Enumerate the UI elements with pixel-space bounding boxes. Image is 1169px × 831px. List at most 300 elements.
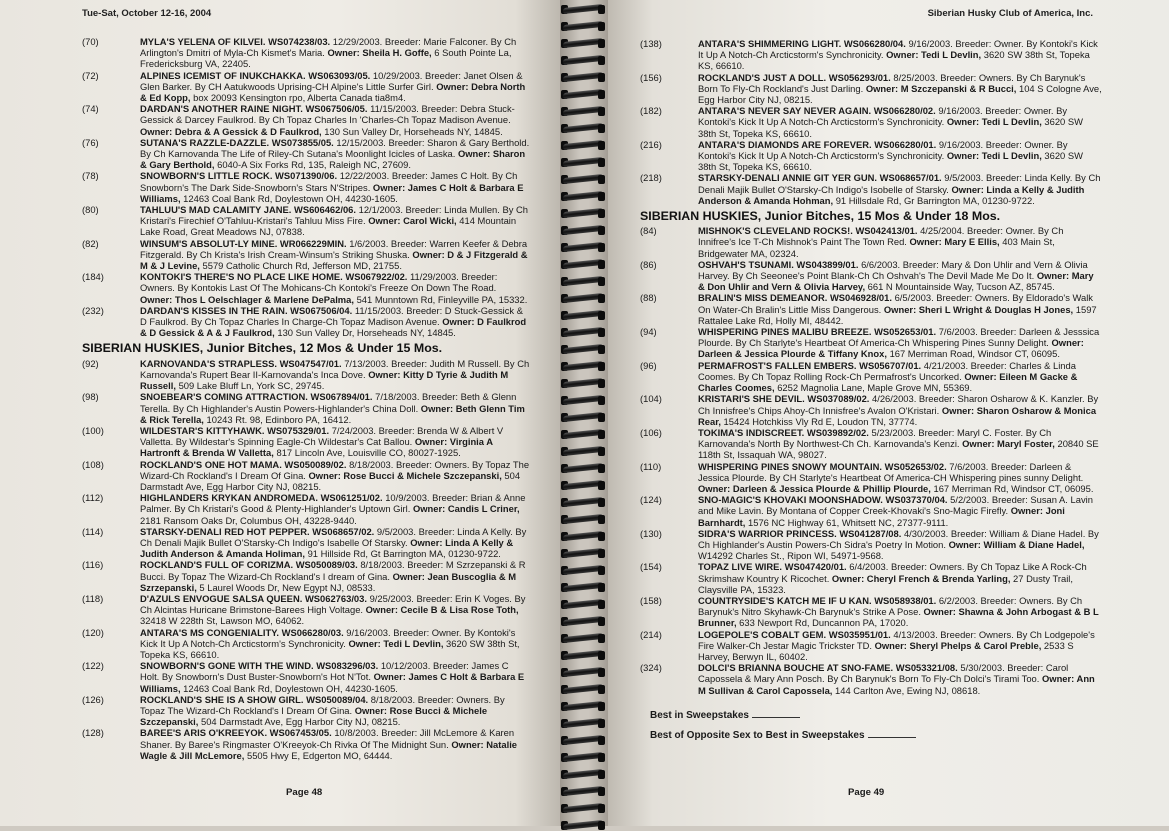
entry-number: (112) xyxy=(82,492,104,504)
spiral-coil xyxy=(563,480,607,491)
entry-number: (74) xyxy=(82,103,99,115)
spiral-coil xyxy=(563,650,607,661)
catalog-entry xyxy=(640,326,1102,360)
dog-name: SNOWBORN'S LITTLE ROCK. xyxy=(140,170,273,182)
entry-details: 9/5/2003. Breeder: Linda A Kelly. By Ch Denali Majik Bullet O'Starsky-Ch Indigo's Isabelle Of Starsky. xyxy=(140,525,527,548)
entry-owner: Owner: William & Diane Hadel, xyxy=(948,538,1085,550)
entry-details: 11/29/2003. Breeder: Owners. By Kontokis Last Of The Mohicans-Ch Kontoki's Freeze On Down The Road. xyxy=(140,271,498,294)
entry-details: 7/18/2003. Breeder: Beth & Glenn Terella. By Ch Highlander's Austin Powers-Highlander's China Doll. xyxy=(140,391,517,414)
catalog-entry xyxy=(82,425,530,459)
entry-details: 4/13/2003. Breeder: Owners. By Ch Lodgepole's Fire Walker-Ch Jestar Magic Trickster TD. xyxy=(698,628,1095,651)
right-entry-list-a xyxy=(640,38,1102,206)
registration-number: WS071390/06. xyxy=(275,170,338,182)
right-page-number: Page 49 xyxy=(848,787,885,798)
dog-name: WHISPERING PINES SNOWY MOUNTAIN. xyxy=(698,460,883,472)
dog-name: BAREE'S ARIS O'KREEYOK. xyxy=(140,727,268,739)
entry-details: 5/30/2003. Breeder: Carol Capossela & Mary Ann Posch. By Ch Barynuk's Born To Fly-Ch Dolci's Tirami Too. xyxy=(698,662,1069,685)
spiral-coil xyxy=(563,497,607,508)
spiral-coil xyxy=(563,123,607,134)
dog-name: PERMAFROST'S FALLEN EMBERS. xyxy=(698,359,857,371)
owner-address: 130 Sun Valley Dr, Horseheads NY, 14845. xyxy=(277,327,456,339)
catalog-entry xyxy=(640,528,1102,562)
owner-address: 91 Hillsdale Rd, Gr Barrington MA, 01230-9722. xyxy=(835,194,1035,206)
catalog-entry xyxy=(82,36,530,70)
spiral-coil xyxy=(563,378,607,389)
catalog-entry xyxy=(82,492,530,526)
spiral-binding xyxy=(560,0,608,826)
dog-name: ROCKLAND'S SHE IS A SHOW GIRL. xyxy=(140,693,304,705)
dog-name: TAHLUU'S MAD CALAMITY JANE. xyxy=(140,204,292,216)
spiral-coil xyxy=(563,106,607,117)
registration-number: WS066280/01. xyxy=(874,138,937,150)
entry-owner: Owner: Sharon & Gary Berthold, xyxy=(140,148,526,171)
catalog-entry xyxy=(82,238,530,272)
spiral-coil xyxy=(563,4,607,15)
registration-number: WS067894/01. xyxy=(310,391,373,403)
spiral-coil xyxy=(563,55,607,66)
catalog-entry xyxy=(640,461,1102,495)
catalog-entry xyxy=(640,292,1102,326)
owner-address: 509 Lake Bluff Ln, York SC, 29745. xyxy=(178,380,325,392)
spiral-coil xyxy=(563,446,607,457)
entry-number: (128) xyxy=(82,727,104,739)
entry-details: 6/6/2003. Breeder: Mary & Don Uhlir and Vern & Olivia Harvey. By Ch Seeonee's Point Blank-Ch Ch Oshvah's The Devil Made Me Do It. xyxy=(698,258,1088,282)
owner-address: 6 South Pointe La, Fredericksburg VA, 22405. xyxy=(140,47,512,70)
owner-address: 27 Dusty Trail, Claysville PA, 15323. xyxy=(698,572,1073,595)
entry-owner: Owner: Tedi L Devlin, xyxy=(886,49,982,61)
entry-owner: Owner: James C Holt & Barbara E Williams, xyxy=(140,671,525,694)
catalog-entry xyxy=(640,360,1102,394)
spiral-coil xyxy=(563,174,607,185)
spiral-coil xyxy=(563,242,607,253)
catalog-entry xyxy=(640,105,1102,139)
entry-number: (324) xyxy=(640,662,662,674)
spiral-coil xyxy=(563,412,607,423)
spiral-coil xyxy=(563,208,607,219)
catalog-entry xyxy=(640,172,1102,206)
dog-name: DARDAN'S KISSES IN THE RAIN. xyxy=(140,304,288,316)
spiral-coil xyxy=(563,667,607,678)
entry-owner: Owner: Rose Bucci & Michele Szczepanski, xyxy=(140,704,488,728)
owner-address: W14292 Charles St., Ripon WI, 54971-9568. xyxy=(698,550,884,562)
entry-details: 1/6/2003. Breeder: Warren Keefer & Debra Fitzgerald. By Ch Krista's Irish Cream-Winsum's Striking Shuska. xyxy=(140,237,528,260)
dog-name: MISHNOK'S CLEVELAND ROCKS!. xyxy=(698,225,853,237)
dog-name: SNOWBORN'S GONE WITH THE WIND. xyxy=(140,660,314,672)
dog-name: BRALIN'S MISS DEMEANOR. xyxy=(698,292,828,304)
entry-number: (92) xyxy=(82,357,99,369)
registration-number: WS050089/04. xyxy=(306,693,369,705)
owner-address: 5 Laurel Woods Dr, New Egypt NJ, 08533. xyxy=(199,581,376,593)
entry-details: 12/1/2003. Breeder: Linda Mullen. By Ch Kristari's Firechief O'Tahluu-Kristari's Tahluu Miss Fire. xyxy=(140,204,528,227)
owner-address: 2533 S Harvey, Berwyn IL, 60402. xyxy=(698,639,1074,662)
catalog-entry xyxy=(82,694,530,728)
registration-number: WS052653/01. xyxy=(874,326,937,338)
entry-owner: Owner: Rose Bucci & Michele Szczepanski, xyxy=(308,469,502,481)
left-page xyxy=(0,0,560,826)
catalog-entry xyxy=(82,559,530,593)
registration-number: WS063093/05. xyxy=(308,69,371,81)
spiral-coil xyxy=(563,599,607,610)
award-lines xyxy=(640,706,1102,746)
entry-details: 4/30/2003. Breeder: William & Diane Hadel. By Ch Highlander's Austin Powers-Ch Sidra's Poetry In Motion. xyxy=(698,527,1099,550)
registration-number: WS050089/02. xyxy=(284,458,347,470)
registration-number: WS083296/03. xyxy=(316,660,379,672)
catalog-entry xyxy=(640,225,1102,259)
entry-number: (116) xyxy=(82,559,104,571)
spiral-coil xyxy=(563,259,607,270)
spiral-coil xyxy=(563,786,607,797)
entry-number: (232) xyxy=(82,304,104,316)
left-entry-list-a xyxy=(82,36,530,338)
entry-number: (214) xyxy=(640,628,662,640)
entry-number: (216) xyxy=(640,138,662,150)
spiral-coil xyxy=(563,225,607,236)
spiral-coil xyxy=(563,89,607,100)
entry-number: (108) xyxy=(82,458,104,470)
registration-number: WS046928/01. xyxy=(829,292,892,304)
registration-number: WR066229MIN. xyxy=(279,237,347,249)
owner-address: 167 Merriman Road, Windsor CT, 06095. xyxy=(889,348,1060,360)
entry-number: (138) xyxy=(640,38,662,49)
entry-number: (130) xyxy=(640,527,662,539)
spiral-coil xyxy=(563,531,607,542)
owner-address: 15424 Hotchkiss Vly Rd E, Loudon TN, 37774. xyxy=(723,415,918,427)
registration-number: WS062763/03. xyxy=(304,592,367,604)
entry-owner: Owner: Darleen & Jessica Plourde & Phillip Plourde, xyxy=(698,482,931,494)
spiral-coil xyxy=(563,21,607,32)
catalog-entry xyxy=(82,391,530,425)
entry-number: (100) xyxy=(82,424,104,436)
entry-details: 8/18/2003. Breeder: Owners. By Topaz The Wizard-Ch Rockland's I Dream Of Gina. xyxy=(140,458,530,481)
entry-owner: Owner: Eileen M Gacke & Charles Coomes, xyxy=(698,370,1078,394)
entry-owner: Owner: D & J Fitzgerald & M & J Levine, xyxy=(140,248,528,272)
entry-number: (120) xyxy=(82,626,104,638)
catalog-entry xyxy=(82,660,530,694)
entry-number: (182) xyxy=(640,105,662,117)
dog-name: ANTARA'S DIAMONDS ARE FOREVER. xyxy=(698,138,872,150)
entry-owner: Owner: Cheryl French & Brenda Yarling, xyxy=(831,572,1011,584)
spiral-coil xyxy=(563,310,607,321)
entry-number: (126) xyxy=(82,693,104,705)
spiral-coil xyxy=(563,514,607,525)
entry-details: 9/16/2003. Breeder: Owner. By Kontoki's Kick It Up A Notch-Ch Arcticstorm's Synchronicity. xyxy=(140,626,516,649)
entry-number: (158) xyxy=(640,594,662,606)
owner-address: 32418 W 228th St, Lawson MO, 64062. xyxy=(140,615,305,627)
entry-number: (114) xyxy=(82,525,104,537)
entry-details: 7/6/2003. Breeder: Darleen & Jessica Plourde. By CH Starlyte's Heartbeat Of America-CH Whispering pines sunny Delight. xyxy=(698,460,1084,483)
entry-details: 9/16/2003. Breeder: Owner. By Kontoki's Kick It Up A Notch-Ch Arcticstorm's Synchronicity. xyxy=(698,138,1068,162)
entry-owner: Owner: Ann M Sullivan & Carol Capossela, xyxy=(698,673,1095,696)
catalog-entry xyxy=(640,662,1102,696)
entry-owner: Owner: Beth Glenn Tim & Rick Terella, xyxy=(140,402,525,425)
catalog-entry xyxy=(640,259,1102,293)
catalog-entry xyxy=(82,70,530,104)
entry-owner: Owner: Natalie Wagle & Jill McLemore, xyxy=(140,738,518,761)
entry-details: 8/18/2003. Breeder: M Szrzepanski & R Bucci. By Topaz The Wizard-Ch Rockland's I dream of Gina. xyxy=(140,559,526,582)
catalog-entry xyxy=(640,494,1102,528)
registration-number: WS037370/04. xyxy=(885,494,948,506)
entry-details: 6/2/2003. Breeder: Owners. By Ch Barynuk's Nitro Skyhawk-Ch Barynuk's Strike A Pose. xyxy=(698,594,1083,618)
catalog-entry xyxy=(640,72,1102,106)
entry-details: 10/29/2003. Breeder: Janet Olsen & Glen Barker. By CH Aatukwoods Uprising-CH Alpine's Little Surfer Girl. xyxy=(140,69,523,92)
catalog-entry xyxy=(82,526,530,560)
owner-address: 91 Hillside Rd, Gt Barrington MA, 01230-9722. xyxy=(307,548,501,560)
entry-number: (88) xyxy=(640,292,657,304)
dog-name: ROCKLAND'S ONE HOT MAMA. xyxy=(140,458,282,470)
spiral-coil xyxy=(563,361,607,372)
entry-owner: Owner: James C Holt & Barbara E Williams, xyxy=(140,181,524,204)
entry-details: 5/2/2003. Breeder: Susan A. Lavin and Mike Lavin. By Montana of Copper Creek-Khovaki's Sno-Magic Firefly. xyxy=(698,494,1093,517)
entry-number: (154) xyxy=(640,561,662,573)
entry-details: 10/12/2003. Breeder: James C Holt. By Snowborn's Dust Buster-Snowborn's Hot N'Tot. xyxy=(140,660,509,683)
registration-number: WS067453/05. xyxy=(269,727,332,739)
owner-address: 167 Merriman Rd, Windsor CT, 06095. xyxy=(933,482,1094,494)
catalog-entry xyxy=(82,358,530,392)
spiral-coil xyxy=(563,633,607,644)
dog-name: OSHVAH'S TSUNAMI. xyxy=(698,258,794,270)
spiral-coil xyxy=(563,38,607,49)
registration-number: WS061251/02. xyxy=(320,492,383,504)
entry-number: (124) xyxy=(640,494,662,506)
registration-number: WS067922/02. xyxy=(345,271,408,283)
entry-details: 6/4/2003. Breeder: Owners. By Ch Topaz Like A Rock-Ch Skrimshaw Kountry K Ricochet. xyxy=(698,561,1087,584)
registration-number: WS066280/02. xyxy=(873,105,936,117)
spiral-coil xyxy=(563,616,607,627)
entry-owner: Owner: Linda a Kelly & Judith Anderson & Amanda Hohman, xyxy=(698,183,1085,206)
left-entries xyxy=(82,36,530,761)
entry-number: (82) xyxy=(82,237,99,249)
entry-details: 4/25/2004. Breeder: Owner. By Ch Innifree's Ice T-Ch Mishnok's Paint The Town Red. xyxy=(698,225,1064,248)
right-page xyxy=(608,0,1169,826)
entry-owner: Owner: Tedi L Devlin, xyxy=(348,637,444,649)
entry-details: 10/8/2003. Breeder: Jill McLemore & Karen Shaner. By Baree's Ringmaster O'Kreeyok-Ch Rivka Of The Midnight Sun. xyxy=(140,727,515,750)
entry-details: 4/26/2003. Breeder: Sharon Osharow & K. Kanzler. By Ch Innisfree's Chips Ahoy-Ch Innisfree's Avalon O'Kristari. xyxy=(698,393,1099,416)
owner-address: 10243 Rt. 98, Edinboro PA, 16412. xyxy=(206,413,352,425)
entry-details: 8/25/2003. Breeder: Owners. By Ch Barynuk's Born To Fly-Ch Rockland's Just Darling. xyxy=(698,71,1086,94)
dog-name: STARSKY-DENALI RED HOT PEPPER. xyxy=(140,525,310,537)
registration-number: WS047547/01. xyxy=(279,357,342,369)
catalog-entry xyxy=(82,170,530,204)
entry-details: 11/15/2003. Breeder: Debra Stuck-Gessick & Darcey Faulkrod. By Ch Topaz Charles In 'Charles-Ch Topaz Madison Avenue. xyxy=(140,103,515,126)
registration-number: WS037089/02. xyxy=(807,393,870,405)
entry-owner: Owner: Joni Barnhardt, xyxy=(698,505,1065,528)
registration-number: WS606462/06. xyxy=(293,204,356,216)
catalog-entry xyxy=(82,627,530,661)
spiral-coil xyxy=(563,752,607,763)
entry-number: (118) xyxy=(82,592,104,604)
entry-owner: Owner: Sheila H. Goffe, xyxy=(327,47,432,59)
owner-address: 12463 Coal Bank Rd, Doylestown OH, 44230-1605. xyxy=(183,192,398,204)
registration-number: WS067506/04. xyxy=(290,304,353,316)
spiral-coil xyxy=(563,395,607,406)
dog-name: MYLA'S YELENA OF KILVEI. xyxy=(140,36,266,47)
right-running-head: Siberian Husky Club of America, Inc. xyxy=(927,8,1093,19)
entry-number: (98) xyxy=(82,391,99,403)
entry-owner: Owner: Carol Wicki, xyxy=(368,215,457,227)
entry-owner: Owner: Kitty D Tyrie & Judith M Russell, xyxy=(140,368,509,392)
entry-number: (80) xyxy=(82,204,99,216)
right-entries xyxy=(640,38,1102,746)
award-blank-line xyxy=(752,717,800,718)
entry-owner: Owner: Mary E Ellis, xyxy=(909,236,1000,248)
entry-details: 4/21/2003. Breeder: Charles & Linda Coomes. By Ch Topaz Rolling Rock-Ch Permafrost's Uncorked. xyxy=(698,359,1076,382)
registration-number: WS068657/02. xyxy=(312,525,375,537)
entry-owner: Owner: Debra & A Gessick & D Faulkrod, xyxy=(140,125,322,137)
entry-details: 12/15/2003. Breeder: Sharon & Gary Berthold. By Ch Karnovanda The Life of Riley-Ch Sutana's Moonlight Icicles of Laska. xyxy=(140,136,530,160)
dog-name: D'AZULS ENVOGUE SALSA QUEEN. xyxy=(140,592,303,604)
entry-owner: Owner: Jean Buscoglia & M Szrzepanski, xyxy=(140,570,517,593)
entry-number: (84) xyxy=(640,225,657,237)
owner-address: 817 Lincoln Ave, Louisville CO, 80027-1925. xyxy=(276,447,461,459)
award-label: Best in Sweepstakes xyxy=(650,709,749,721)
spiral-coil xyxy=(563,157,607,168)
left-section-title: SIBERIAN HUSKIES, Junior Bitches, 12 Mos & Under 15 Mos. xyxy=(82,341,443,356)
entry-details: 7/24/2003. Breeder: Brenda W & Albert V Valletta. By Wildestar's Spinning Eagle-Ch Wildestar's Cat Ballou. xyxy=(140,424,504,448)
dog-name: KARNOVANDA'S STRAPLESS. xyxy=(140,357,277,369)
owner-address: 633 Newport Rd, Duncannon PA, 17020. xyxy=(739,617,909,629)
spiral-coil xyxy=(563,701,607,712)
owner-address: 661 N Mountainside Way, Tucson AZ, 85745. xyxy=(867,281,1055,293)
entry-details: 9/5/2003. Breeder: Linda Kelly. By Ch Denali Majik Bullet O'Starsky-Ch Indigo's Isobelle of Starsky. xyxy=(698,172,1101,195)
catalog-entry xyxy=(640,629,1102,663)
right-entry-list-b xyxy=(640,225,1102,696)
spiral-coil xyxy=(563,344,607,355)
entry-owner: Owner: Sharon Osharow & Monica Rear, xyxy=(698,404,1097,427)
catalog-entry xyxy=(82,137,530,171)
entry-owner: Owner: Shawna & John Arbogast & B L Brunner, xyxy=(698,606,1099,629)
award-line xyxy=(650,726,1102,746)
entry-number: (78) xyxy=(82,170,99,182)
owner-address: 20840 SE 118th St, Issaquah WA, 98027. xyxy=(698,438,1099,461)
registration-number: WS039892/02. xyxy=(806,426,869,438)
dog-name: HIGHLANDERS KRYKAN ANDROMEDA. xyxy=(140,492,318,504)
owner-address: 504 Darmstadt Ave, Egg Harbor City NJ, 08215. xyxy=(140,469,521,492)
entry-details: 12/29/2003. Breeder: Marie Falconer. By Ch Arlington's Dmitri of Myla-Ch Kismet's Maria. xyxy=(140,36,517,59)
entry-owner: Owner: Tedi L Devlin, xyxy=(946,150,1042,162)
entry-details: 10/9/2003. Breeder: Brian & Anne Palmer. By Ch Kristari's Good & Plenty-Highlander's Uptown Girl. xyxy=(140,492,526,515)
spiral-coil xyxy=(563,769,607,780)
registration-number: WS056707/01. xyxy=(859,359,922,371)
owner-address: 3620 SW 38th St, Topeka KS, 66610. xyxy=(698,150,1083,173)
spiral-coil xyxy=(563,803,607,814)
entry-owner: Owner: Sheryl Phelps & Carol Preble, xyxy=(874,639,1042,651)
entry-details: 7/6/2003. Breeder: Darleen & Jesssica Plourde. By Ch Starlyte's Heartbeat Of America-Ch Whispering Pines Sunny Delight. xyxy=(698,326,1100,349)
dog-name: TOKIMA'S INDISCREET. xyxy=(698,426,805,438)
entry-owner: Owner: Sheri L Wright & Douglas H Jones, xyxy=(883,303,1074,315)
entry-number: (184) xyxy=(82,271,104,283)
award-blank-line xyxy=(868,737,916,738)
dog-name: ROCKLAND'S JUST A DOLL. xyxy=(698,71,827,83)
registration-number: WS074238/03. xyxy=(268,36,331,47)
entry-owner: Owner: D Faulkrod & D Gessick & A & J Faulkrod, xyxy=(140,316,527,339)
owner-address: 3620 SW 38th St, Topeka KS, 66610. xyxy=(698,49,1090,72)
catalog-entry xyxy=(640,595,1102,629)
entry-owner: Owner: Tedi L Devlin, xyxy=(946,116,1042,128)
dog-name: COUNTRYSIDE'S KATCH ME IF U KAN. xyxy=(698,594,872,606)
dog-name: WHISPERING PINES MALIBU BREEZE. xyxy=(698,326,872,338)
owner-address: 1576 NC Highway 61, Whitsett NC, 27377-9111. xyxy=(748,516,949,528)
owner-address: 414 Mountain Lake Road, Great Meadows NJ, 07838. xyxy=(140,215,517,238)
registration-number: WS042413/01. xyxy=(855,225,918,237)
entry-number: (70) xyxy=(82,36,99,47)
award-label: Best of Opposite Sex to Best in Sweepstakes xyxy=(650,729,865,741)
entry-details: 6/5/2003. Breeder: Owners. By Eldorado's Walk On Water-Ch Bralin's Little Miss Dangerous. xyxy=(698,292,1093,315)
left-entry-list-b xyxy=(82,358,530,761)
spiral-coil xyxy=(563,191,607,202)
owner-address: 12463 Coal Bank Rd, Doylestown OH, 44230-1605. xyxy=(183,682,398,694)
dog-name: DOLCI'S BRIANNA BOUCHE AT SNO-FAME. xyxy=(698,662,894,674)
entry-number: (106) xyxy=(640,426,662,438)
left-running-head: Tue-Sat, October 12-16, 2004 xyxy=(82,8,212,19)
dog-name: WINSUM'S ABSOLUT-LY MINE. xyxy=(140,237,278,249)
catalog-entry xyxy=(82,204,530,238)
spiral-coil xyxy=(563,684,607,695)
entry-number: (104) xyxy=(640,393,662,405)
registration-number: WS043899/01. xyxy=(796,258,859,270)
dog-name: KONTOKI'S THERE'S NO PLACE LIKE HOME. xyxy=(140,271,343,283)
entry-number: (72) xyxy=(82,69,99,81)
owner-address: 1597 Rattalee Lake Rd, Holly MI, 48442. xyxy=(698,303,1097,326)
entry-owner: Owner: Debra North & Ed Kopp, xyxy=(140,80,526,104)
owner-address: 3620 SW 38th St, Topeka KS, 66610. xyxy=(140,637,520,660)
registration-number: WS047420/01. xyxy=(784,561,847,573)
owner-address: 5579 Catholic Church Rd, Jefferson MD, 21755. xyxy=(202,260,402,272)
registration-number: WS053321/08. xyxy=(895,662,958,674)
catalog-entry xyxy=(82,271,530,305)
entry-number: (86) xyxy=(640,258,657,270)
registration-number: WS041287/08. xyxy=(839,527,902,539)
left-page-number: Page 48 xyxy=(286,787,323,798)
dog-name: SNO-MAGIC'S KHOVAKI MOONSHADOW. xyxy=(698,494,883,506)
registration-number: WS050089/03. xyxy=(295,559,358,571)
registration-number: WS058938/01. xyxy=(874,594,937,606)
entry-owner: Owner: Mary & Don Uhlir and Vern & Olivia Harvey, xyxy=(698,270,1094,293)
dog-name: SIDRA'S WARRIOR PRINCESS. xyxy=(698,527,837,539)
catalog-entry xyxy=(640,38,1102,72)
entry-details: 9/16/2003. Breeder: Owner. By Kontoki's Kick It Up A Notch-Ch Arcticstorm's Synchronicity. xyxy=(698,105,1068,128)
registration-number: WS067506/05. xyxy=(305,103,368,115)
catalog-entry xyxy=(640,393,1102,427)
entry-details: 9/25/2003. Breeder: Erin K Voges. By Ch Alcintas Huricane Brimstone-Barees High Voltage. xyxy=(140,592,526,616)
spiral-coil xyxy=(563,463,607,474)
entry-number: (156) xyxy=(640,71,662,83)
entry-details: 7/13/2003. Breeder: Judith M Russell. By Ch Karnovanda's Rupert Bear II-Karnovanda's Inca Dove. xyxy=(140,357,530,380)
spiral-coil xyxy=(563,548,607,559)
entry-details: 12/22/2003. Breeder: James C Holt. By Ch Snowborn's The Dark Side-Snowborn's Stars N'Stripes. xyxy=(140,170,518,193)
spiral-coil xyxy=(563,327,607,338)
dog-name: ANTARA'S MS CONGENIALITY. xyxy=(140,626,280,638)
entry-owner: Owner: Thos L Oelschlager & Marlene DePalma, xyxy=(140,293,354,305)
entry-owner: Owner: Virginia A Hartronft & Brenda W Valletta, xyxy=(140,436,493,459)
registration-number: WS066280/04. xyxy=(843,38,906,49)
spiral-coil xyxy=(563,565,607,576)
dog-name: KRISTARI'S SHE DEVIL. xyxy=(698,393,805,405)
catalog-entry xyxy=(640,561,1102,595)
registration-number: WS066280/03. xyxy=(281,626,344,638)
spiral-coil xyxy=(563,293,607,304)
entry-owner: Owner: M Szczepanski & R Bucci, xyxy=(865,82,1017,94)
catalog-entry xyxy=(82,103,530,137)
dog-name: STARSKY-DENALI ANNIE GIT YER GUN. xyxy=(698,172,878,184)
catalog-entry xyxy=(640,139,1102,173)
entry-owner: Owner: Candis L Criner, xyxy=(412,503,520,515)
entry-number: (122) xyxy=(82,660,104,672)
registration-number: WS035951/01. xyxy=(828,628,891,640)
owner-address: 403 Main St, Bridgewater MA, 02324. xyxy=(698,236,1055,259)
dog-name: LOGEPOLE'S COBALT GEM. xyxy=(698,628,827,640)
spiral-coil xyxy=(563,276,607,287)
entry-number: (94) xyxy=(640,326,657,338)
